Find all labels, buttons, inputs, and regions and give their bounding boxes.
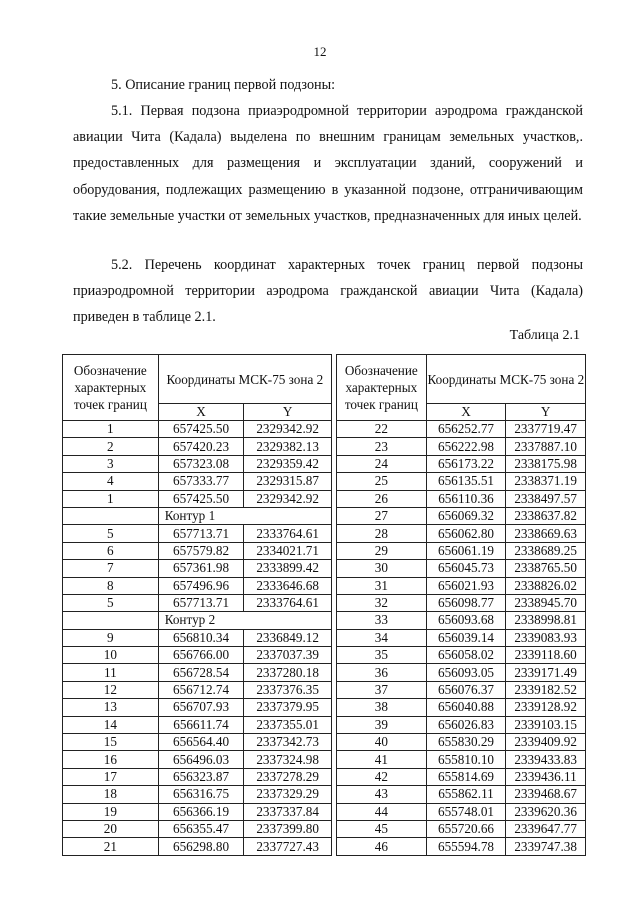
table-row: [63, 751, 332, 768]
x-coordinate-cell: 656039.14: [426, 629, 506, 646]
x-coordinate-cell: 656366.19: [158, 803, 244, 820]
paragraph-5-2: 5.2. Перечень координат характерных точек границ первой подзоны приаэродромной территории аэродрома гражданской авиации Чита (Кадала) приведен в таблице 2.1.: [73, 257, 583, 326]
point-number-cell: 40: [337, 734, 427, 751]
y-coordinate-cell: 2339433.83: [506, 751, 586, 768]
table-row: [337, 525, 586, 542]
y-coordinate-cell: 2338371.19: [506, 473, 586, 490]
y-coordinate-cell: 2334021.71: [244, 542, 332, 559]
point-number-cell: 9: [63, 629, 159, 646]
point-number-cell: 13: [63, 699, 159, 716]
contour-label: Контур 1: [158, 507, 331, 524]
x-header: X: [426, 404, 506, 421]
table-row: [337, 768, 586, 785]
contour-row: [63, 612, 332, 629]
coordinates-header: Координаты МСК-75 зона 2: [426, 355, 585, 404]
y-coordinate-cell: 2337324.98: [244, 751, 332, 768]
table-row: [337, 734, 586, 751]
x-coordinate-cell: 656611.74: [158, 716, 244, 733]
x-header: X: [158, 404, 244, 421]
coordinates-header: Координаты МСК-75 зона 2: [158, 355, 331, 404]
point-number-cell: 11: [63, 664, 159, 681]
table-row: [337, 560, 586, 577]
point-number-cell: 22: [337, 421, 427, 438]
x-coordinate-cell: 657420.23: [158, 438, 244, 455]
x-coordinate-cell: 657361.98: [158, 560, 244, 577]
point-number-cell: 43: [337, 786, 427, 803]
table-row: [337, 612, 586, 629]
y-coordinate-cell: 2338826.02: [506, 577, 586, 594]
x-coordinate-cell: 655830.29: [426, 734, 506, 751]
y-coordinate-cell: 2337379.95: [244, 699, 332, 716]
x-coordinate-cell: 655814.69: [426, 768, 506, 785]
empty-cell: [63, 612, 159, 629]
x-coordinate-cell: 656712.74: [158, 681, 244, 698]
point-number-cell: 21: [63, 838, 159, 855]
table-row: [337, 838, 586, 855]
table-row: [337, 490, 586, 507]
y-header: Y: [244, 404, 332, 421]
point-number-cell: 29: [337, 542, 427, 559]
x-coordinate-cell: 656173.22: [426, 455, 506, 472]
x-coordinate-cell: 657713.71: [158, 525, 244, 542]
point-number-cell: 5: [63, 594, 159, 611]
table-row: [63, 438, 332, 455]
y-coordinate-cell: 2338765.50: [506, 560, 586, 577]
point-number-cell: 27: [337, 507, 427, 524]
x-coordinate-cell: 656728.54: [158, 664, 244, 681]
x-coordinate-cell: 657425.50: [158, 490, 244, 507]
y-coordinate-cell: 2329342.92: [244, 421, 332, 438]
table-row: [63, 716, 332, 733]
x-coordinate-cell: 656045.73: [426, 560, 506, 577]
y-coordinate-cell: 2339436.11: [506, 768, 586, 785]
x-coordinate-cell: 656496.03: [158, 751, 244, 768]
x-coordinate-cell: 656707.93: [158, 699, 244, 716]
y-coordinate-cell: 2333764.61: [244, 525, 332, 542]
point-number-cell: 46: [337, 838, 427, 855]
point-number-cell: 35: [337, 647, 427, 664]
table-row: [63, 421, 332, 438]
x-coordinate-cell: 656093.05: [426, 664, 506, 681]
x-coordinate-cell: 657425.50: [158, 421, 244, 438]
point-number-cell: 17: [63, 768, 159, 785]
y-header: Y: [506, 404, 586, 421]
y-coordinate-cell: 2339468.67: [506, 786, 586, 803]
point-number-cell: 1: [63, 421, 159, 438]
y-coordinate-cell: 2339747.38: [506, 838, 586, 855]
table-row: [337, 786, 586, 803]
table-row: [337, 507, 586, 524]
x-coordinate-cell: 656058.02: [426, 647, 506, 664]
right-table-body: [337, 421, 586, 856]
table-row: [337, 647, 586, 664]
table-row: [337, 751, 586, 768]
y-coordinate-cell: 2333899.42: [244, 560, 332, 577]
table-row: [63, 838, 332, 855]
point-number-cell: 26: [337, 490, 427, 507]
x-coordinate-cell: 656040.88: [426, 699, 506, 716]
table-row: [63, 525, 332, 542]
table-row: [63, 594, 332, 611]
point-number-cell: 12: [63, 681, 159, 698]
y-coordinate-cell: 2339171.49: [506, 664, 586, 681]
table-row: [337, 699, 586, 716]
left-table-body: [63, 421, 332, 856]
y-coordinate-cell: 2337280.18: [244, 664, 332, 681]
x-coordinate-cell: 657579.82: [158, 542, 244, 559]
y-coordinate-cell: 2337719.47: [506, 421, 586, 438]
y-coordinate-cell: 2339103.15: [506, 716, 586, 733]
table-row: [337, 803, 586, 820]
x-coordinate-cell: 656298.80: [158, 838, 244, 855]
y-coordinate-cell: 2337337.84: [244, 803, 332, 820]
y-coordinate-cell: 2338175.98: [506, 455, 586, 472]
point-number-cell: 31: [337, 577, 427, 594]
y-coordinate-cell: 2333646.68: [244, 577, 332, 594]
point-number-cell: 10: [63, 647, 159, 664]
designation-header: Обозначение характерных точек границ: [337, 355, 427, 421]
y-coordinate-cell: 2337399.80: [244, 820, 332, 837]
contour-row: [63, 507, 332, 524]
point-number-cell: 19: [63, 803, 159, 820]
x-coordinate-cell: 657333.77: [158, 473, 244, 490]
x-coordinate-cell: 656252.77: [426, 421, 506, 438]
point-number-cell: 25: [337, 473, 427, 490]
table-row: [63, 577, 332, 594]
x-coordinate-cell: 656766.00: [158, 647, 244, 664]
x-coordinate-cell: 656135.51: [426, 473, 506, 490]
x-coordinate-cell: 655720.66: [426, 820, 506, 837]
x-coordinate-cell: 656222.98: [426, 438, 506, 455]
table-row: [63, 473, 332, 490]
point-number-cell: 5: [63, 525, 159, 542]
x-coordinate-cell: 656069.32: [426, 507, 506, 524]
point-number-cell: 20: [63, 820, 159, 837]
point-number-cell: 3: [63, 455, 159, 472]
table-row: [337, 455, 586, 472]
contour-label: Контур 2: [158, 612, 331, 629]
point-number-cell: 37: [337, 681, 427, 698]
table-row: [337, 473, 586, 490]
page-number: 12: [313, 44, 327, 59]
paragraph-5-1: 5.1. Первая подзона приаэродромной территории аэродрома гражданской авиации Чита (Кадала) выделена по внешним границам земельных участков,. предоставленных для размещения и эксплуатации зданий, сооружений и оборудования, подлежащих размещению в указанной подзоне, отграничивающим такие земельные участки от земельных участков, предназначенных для иных целей.: [73, 103, 583, 224]
x-coordinate-cell: 656026.83: [426, 716, 506, 733]
point-number-cell: 14: [63, 716, 159, 733]
x-coordinate-cell: 657496.96: [158, 577, 244, 594]
table-row: [63, 664, 332, 681]
table-row: [63, 629, 332, 646]
table-row: [63, 768, 332, 785]
y-coordinate-cell: 2337342.73: [244, 734, 332, 751]
x-coordinate-cell: 656810.34: [158, 629, 244, 646]
point-number-cell: 24: [337, 455, 427, 472]
y-coordinate-cell: 2337329.29: [244, 786, 332, 803]
table-row: [63, 542, 332, 559]
x-coordinate-cell: 656098.77: [426, 594, 506, 611]
point-number-cell: 23: [337, 438, 427, 455]
point-number-cell: 34: [337, 629, 427, 646]
point-number-cell: 33: [337, 612, 427, 629]
point-number-cell: 7: [63, 560, 159, 577]
x-coordinate-cell: 656355.47: [158, 820, 244, 837]
y-coordinate-cell: 2333764.61: [244, 594, 332, 611]
y-coordinate-cell: 2336849.12: [244, 629, 332, 646]
point-number-cell: 15: [63, 734, 159, 751]
table-row: [63, 647, 332, 664]
point-number-cell: 28: [337, 525, 427, 542]
x-coordinate-cell: 655810.10: [426, 751, 506, 768]
y-coordinate-cell: 2339409.92: [506, 734, 586, 751]
point-number-cell: 1: [63, 490, 159, 507]
table-row: [337, 421, 586, 438]
x-coordinate-cell: 656316.75: [158, 786, 244, 803]
y-coordinate-cell: 2338637.82: [506, 507, 586, 524]
point-number-cell: 30: [337, 560, 427, 577]
x-coordinate-cell: 655594.78: [426, 838, 506, 855]
x-coordinate-cell: 656061.19: [426, 542, 506, 559]
table-row: [63, 699, 332, 716]
x-coordinate-cell: 656110.36: [426, 490, 506, 507]
section-title: 5. Описание границ первой подзоны:: [111, 77, 336, 93]
y-coordinate-cell: 2339620.36: [506, 803, 586, 820]
table-row: [63, 560, 332, 577]
table-row: [63, 490, 332, 507]
point-number-cell: 39: [337, 716, 427, 733]
table-row: [337, 629, 586, 646]
point-number-cell: 45: [337, 820, 427, 837]
y-coordinate-cell: 2337037.39: [244, 647, 332, 664]
y-coordinate-cell: 2329315.87: [244, 473, 332, 490]
table-row: [63, 820, 332, 837]
y-coordinate-cell: 2338689.25: [506, 542, 586, 559]
table-row: [63, 786, 332, 803]
y-coordinate-cell: 2338998.81: [506, 612, 586, 629]
table-row: [63, 681, 332, 698]
y-coordinate-cell: 2337887.10: [506, 438, 586, 455]
y-coordinate-cell: 2339128.92: [506, 699, 586, 716]
y-coordinate-cell: 2338945.70: [506, 594, 586, 611]
y-coordinate-cell: 2337727.43: [244, 838, 332, 855]
y-coordinate-cell: 2339182.52: [506, 681, 586, 698]
point-number-cell: 41: [337, 751, 427, 768]
table-row: [337, 716, 586, 733]
designation-header: Обозначение характерных точек границ: [63, 355, 159, 421]
point-number-cell: 32: [337, 594, 427, 611]
table-row: [337, 594, 586, 611]
point-number-cell: 44: [337, 803, 427, 820]
point-number-cell: 2: [63, 438, 159, 455]
coordinates-table-right: [336, 354, 586, 856]
x-coordinate-cell: 656564.40: [158, 734, 244, 751]
point-number-cell: 6: [63, 542, 159, 559]
point-number-cell: 36: [337, 664, 427, 681]
x-coordinate-cell: 656093.68: [426, 612, 506, 629]
y-coordinate-cell: 2329342.92: [244, 490, 332, 507]
table-row: [337, 542, 586, 559]
coordinates-table-left: [62, 354, 332, 856]
y-coordinate-cell: 2339647.77: [506, 820, 586, 837]
x-coordinate-cell: 656076.37: [426, 681, 506, 698]
y-coordinate-cell: 2329359.42: [244, 455, 332, 472]
y-coordinate-cell: 2338669.63: [506, 525, 586, 542]
point-number-cell: 8: [63, 577, 159, 594]
y-coordinate-cell: 2338497.57: [506, 490, 586, 507]
point-number-cell: 42: [337, 768, 427, 785]
table-row: [63, 734, 332, 751]
x-coordinate-cell: 656021.93: [426, 577, 506, 594]
table-caption: Таблица 2.1: [509, 328, 580, 343]
x-coordinate-cell: 655862.11: [426, 786, 506, 803]
table-row: [337, 681, 586, 698]
x-coordinate-cell: 656062.80: [426, 525, 506, 542]
x-coordinate-cell: 657323.08: [158, 455, 244, 472]
y-coordinate-cell: 2329382.13: [244, 438, 332, 455]
table-row: [337, 664, 586, 681]
y-coordinate-cell: 2337278.29: [244, 768, 332, 785]
table-row: [63, 803, 332, 820]
table-row: [337, 577, 586, 594]
table-row: [337, 820, 586, 837]
table-row: [337, 438, 586, 455]
point-number-cell: 16: [63, 751, 159, 768]
x-coordinate-cell: 657713.71: [158, 594, 244, 611]
y-coordinate-cell: 2337376.35: [244, 681, 332, 698]
table-row: [63, 455, 332, 472]
y-coordinate-cell: 2337355.01: [244, 716, 332, 733]
point-number-cell: 4: [63, 473, 159, 490]
y-coordinate-cell: 2339118.60: [506, 647, 586, 664]
x-coordinate-cell: 655748.01: [426, 803, 506, 820]
point-number-cell: 38: [337, 699, 427, 716]
x-coordinate-cell: 656323.87: [158, 768, 244, 785]
y-coordinate-cell: 2339083.93: [506, 629, 586, 646]
empty-cell: [63, 507, 159, 524]
point-number-cell: 18: [63, 786, 159, 803]
